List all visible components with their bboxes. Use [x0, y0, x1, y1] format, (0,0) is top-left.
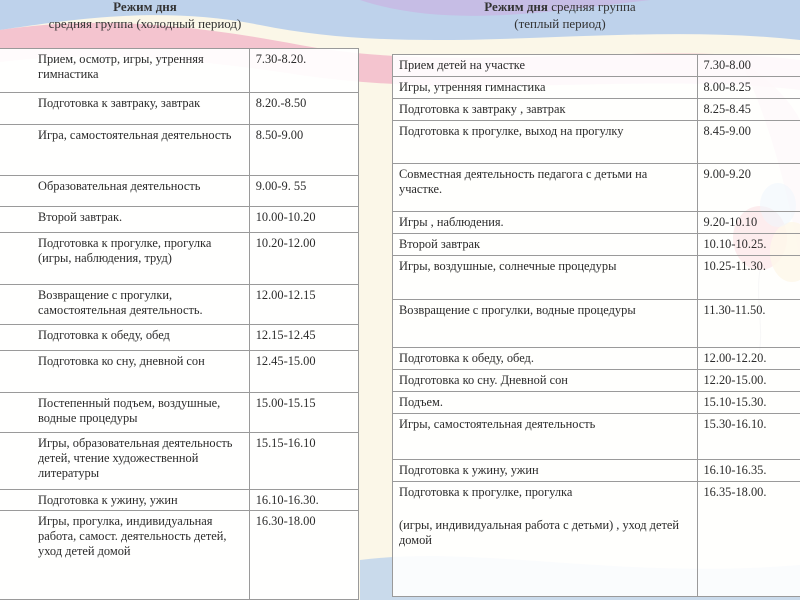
right-schedule-table — [392, 54, 800, 597]
table-row — [0, 511, 359, 600]
activity-cell: Прием, осмотр, игры, утренняя гимнастика — [0, 49, 249, 93]
time-cell: 12.00-12.15 — [249, 285, 358, 325]
time-cell: 12.20-15.00. — [698, 370, 800, 392]
table-row — [393, 77, 800, 99]
time-cell: 10.10-10.25. — [698, 234, 800, 256]
time-cell: 12.15-12.45 — [249, 325, 358, 351]
line-gap — [399, 500, 693, 518]
table-row — [0, 433, 359, 490]
time-cell: 15.30-16.10. — [698, 414, 800, 460]
activity-cell: Образовательная деятельность — [0, 176, 249, 207]
time-cell: 12.45-15.00 — [249, 351, 358, 393]
activity-cell: Совместная деятельность педагога с детьми на участке. — [393, 164, 698, 212]
table-row — [393, 482, 800, 597]
activity-cell: Возвращение с прогулки, водные процедуры — [393, 300, 698, 348]
left-schedule-table — [0, 48, 359, 600]
time-cell: 9.20-10.10 — [698, 212, 800, 234]
activity-cell: Подготовка ко сну. Дневной сон — [393, 370, 698, 392]
time-cell: 16.10-16.30. — [249, 490, 358, 511]
time-cell: 16.35-18.00. — [698, 482, 800, 597]
time-cell: 8.25-8.45 — [698, 99, 800, 121]
time-cell: 16.30-18.00 — [249, 511, 358, 600]
time-cell: 8.00-8.25 — [698, 77, 800, 99]
time-cell: 7.30-8.20. — [249, 49, 358, 93]
time-cell: 15.00-15.15 — [249, 393, 358, 433]
table-row — [0, 351, 359, 393]
activity-cell: Подготовка к завтраку , завтрак — [393, 99, 698, 121]
table-row — [0, 233, 359, 285]
activity-cell: Подготовка ко сну, дневной сон — [0, 351, 249, 393]
time-cell: 9.00-9. 55 — [249, 176, 358, 207]
time-cell: 9.00-9.20 — [698, 164, 800, 212]
table-row — [393, 212, 800, 234]
table-row — [393, 256, 800, 300]
activity-cell: Подъем. — [393, 392, 698, 414]
table-row — [0, 490, 359, 511]
table-row — [0, 285, 359, 325]
right-subtitle-inline: средняя группа — [551, 0, 636, 14]
activity-cell: Подготовка к ужину, ужин — [0, 490, 249, 511]
activity-cell: Постепенный подъем, воздушные, водные процедуры — [0, 393, 249, 433]
table-row — [393, 121, 800, 164]
activity-cell: Подготовка к ужину, ужин — [393, 460, 698, 482]
time-cell: 10.00-10.20 — [249, 207, 358, 233]
time-cell: 15.15-16.10 — [249, 433, 358, 490]
table-row — [0, 49, 359, 93]
table-row — [0, 207, 359, 233]
activity-cell: Возвращение с прогулки, самостоятельная деятельность. — [0, 285, 249, 325]
time-cell: 11.30-11.50. — [698, 300, 800, 348]
table-row — [393, 414, 800, 460]
table-row — [393, 460, 800, 482]
activity-cell: Прием детей на участке — [393, 55, 698, 77]
activity-cell: Подготовка к обеду, обед — [0, 325, 249, 351]
right-title: Режим дня — [484, 0, 548, 14]
activity-cell: Подготовка к завтраку, завтрак — [0, 93, 249, 125]
time-cell: 16.10-16.35. — [698, 460, 800, 482]
activity-cell: Второй завтрак — [393, 234, 698, 256]
table-row — [393, 348, 800, 370]
left-heading — [0, 0, 290, 32]
activity-extra: (игры, индивидуальная работа с детьми) , уход детей домой — [399, 518, 679, 547]
table-row — [393, 55, 800, 77]
time-cell: 8.45-9.00 — [698, 121, 800, 164]
activity-cell: Подготовка к обеду, обед. — [393, 348, 698, 370]
right-subtitle: (теплый период) — [514, 16, 606, 31]
table-row — [393, 300, 800, 348]
activity-cell: Подготовка к прогулке, выход на прогулку — [393, 121, 698, 164]
table-row — [393, 392, 800, 414]
activity-cell: Игры, образовательная деятельность детей, чтение художественной литературы — [0, 433, 249, 490]
activity-cell: Игра, самостоятельная деятельность — [0, 125, 249, 176]
left-title: Режим дня — [113, 0, 177, 14]
activity-cell — [393, 482, 698, 597]
table-row — [0, 325, 359, 351]
table-row — [393, 370, 800, 392]
table-row — [0, 93, 359, 125]
activity-cell: Игры, самостоятельная деятельность — [393, 414, 698, 460]
left-subtitle: средняя группа (холодный период) — [48, 16, 242, 31]
right-heading — [395, 0, 725, 32]
activity-main: Подготовка к прогулке, прогулка — [399, 485, 573, 499]
time-cell: 12.00-12.20. — [698, 348, 800, 370]
activity-cell: Игры, воздушные, солнечные процедуры — [393, 256, 698, 300]
time-cell: 7.30-8.00 — [698, 55, 800, 77]
time-cell: 15.10-15.30. — [698, 392, 800, 414]
activity-cell: Игры, утренняя гимнастика — [393, 77, 698, 99]
activity-cell: Игры , наблюдения. — [393, 212, 698, 234]
table-row — [393, 99, 800, 121]
activity-cell: Игры, прогулка, индивидуальная работа, самост. деятельность детей, уход детей домой — [0, 511, 249, 600]
time-cell: 8.50-9.00 — [249, 125, 358, 176]
time-cell: 10.20-12.00 — [249, 233, 358, 285]
time-cell: 10.25-11.30. — [698, 256, 800, 300]
activity-cell: Второй завтрак. — [0, 207, 249, 233]
table-row — [393, 164, 800, 212]
table-row — [0, 393, 359, 433]
table-row — [0, 176, 359, 207]
time-cell: 8.20.-8.50 — [249, 93, 358, 125]
activity-cell: Подготовка к прогулке, прогулка (игры, наблюдения, труд) — [0, 233, 249, 285]
table-row — [0, 125, 359, 176]
table-row — [393, 234, 800, 256]
